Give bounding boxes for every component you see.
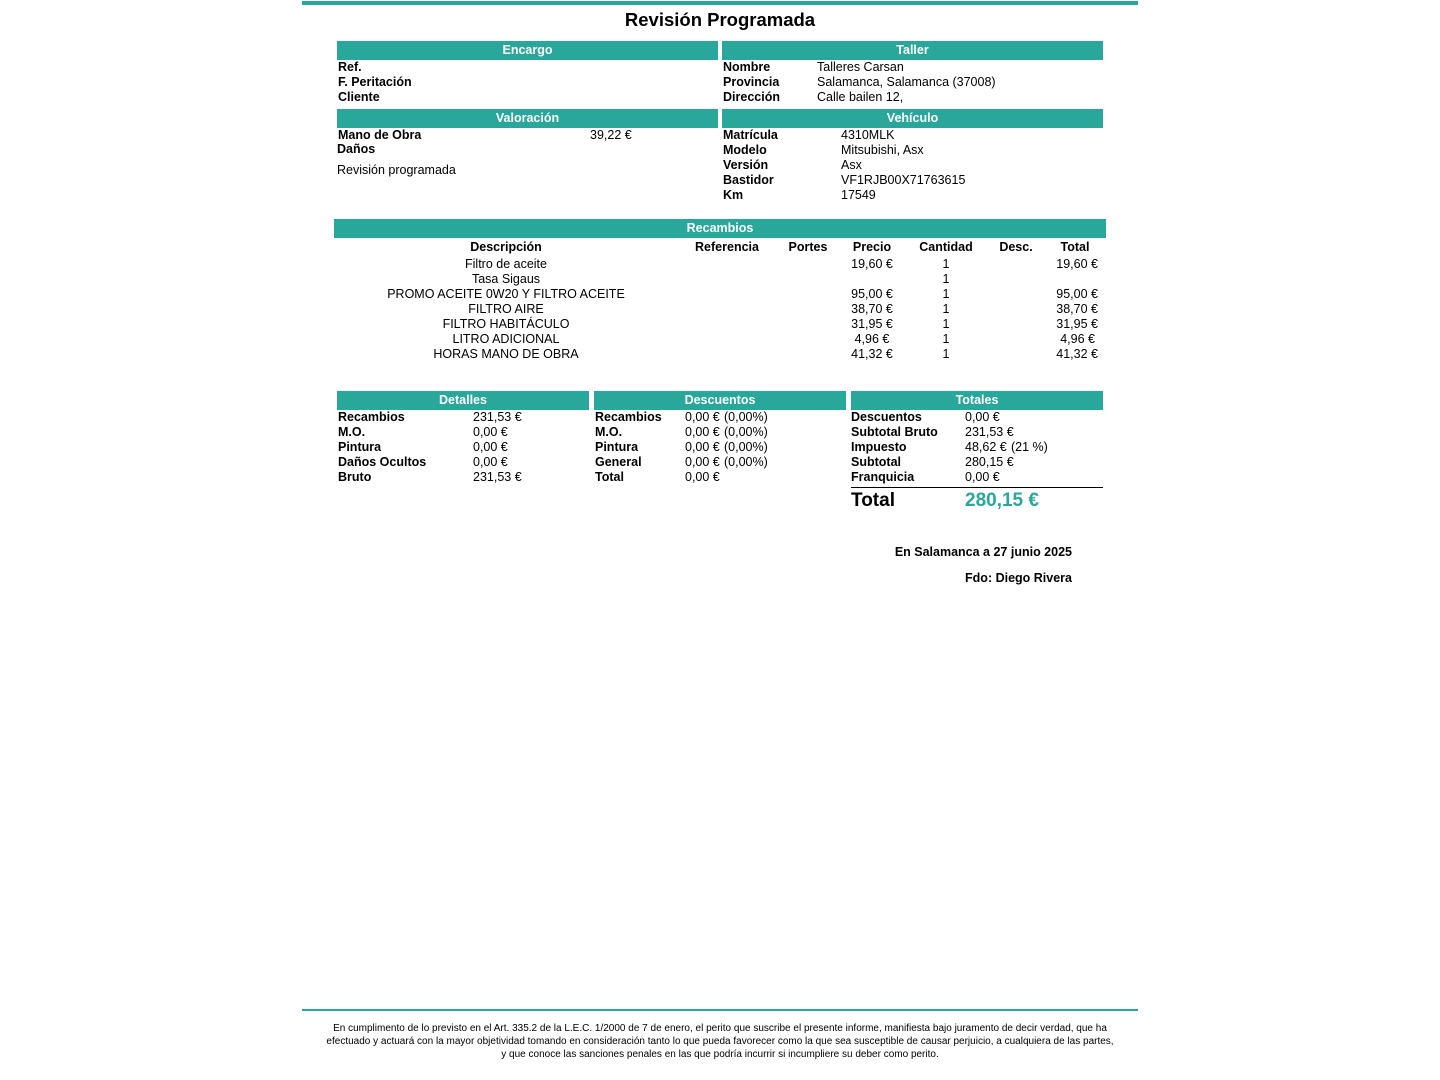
row-cantidad: 1 <box>942 332 950 346</box>
descuentos-pct: (0,00%) <box>724 455 768 469</box>
grand-total-value: 280,15 € <box>965 490 1039 511</box>
col-referencia: Referencia <box>695 240 759 254</box>
detalles-label: Recambios <box>338 410 405 424</box>
detalles-label: Pintura <box>338 440 382 454</box>
descuentos-pct: (0,00%) <box>724 425 768 439</box>
row-descripcion: FILTRO AIRE <box>468 302 544 316</box>
legal-line: y que conoce las sanciones penales en las que podría incurrir si incumpliere su deber como perito. <box>501 1049 939 1060</box>
row-total: 95,00 € <box>1056 287 1098 301</box>
col-desc: Desc. <box>999 240 1033 254</box>
row-total: 38,70 € <box>1056 302 1098 316</box>
descuentos-pct: (0,00%) <box>724 410 768 424</box>
modelo-value: Mitsubishi, Asx <box>841 143 924 157</box>
encargo-header: Encargo <box>337 41 718 60</box>
place-date: En Salamanca a 27 junio 2025 <box>894 545 1072 559</box>
totales-value: 0,00 € <box>965 410 1000 424</box>
descuentos-label: Total <box>595 470 624 484</box>
col-precio: Precio <box>852 240 892 254</box>
detalles-value: 0,00 € <box>473 440 508 454</box>
km-value: 17549 <box>841 188 876 202</box>
version-value: Asx <box>841 158 862 172</box>
row-precio: 95,00 € <box>851 287 893 301</box>
descuentos-value: 0,00 € <box>685 470 720 484</box>
row-total: 31,95 € <box>1056 317 1098 331</box>
totales-label: Subtotal Bruto <box>851 425 938 439</box>
row-descripcion: LITRO ADICIONAL <box>452 332 560 346</box>
totales-value: 0,00 € <box>965 470 1000 484</box>
bastidor-label: Bastidor <box>723 173 774 187</box>
legal-notice <box>302 1022 1138 1061</box>
row-precio: 38,70 € <box>851 302 893 316</box>
nombre-label: Nombre <box>723 60 771 74</box>
row-cantidad: 1 <box>942 257 950 271</box>
col-cantidad: Cantidad <box>919 240 973 254</box>
row-precio: 31,95 € <box>851 317 893 331</box>
valoracion-header: Valoración <box>337 109 718 128</box>
detalles-label: M.O. <box>338 425 366 439</box>
descuentos-value: 0,00 € <box>685 425 720 439</box>
descuentos-value: 0,00 € <box>685 440 720 454</box>
detalles-label: Daños Ocultos <box>338 455 427 469</box>
row-descripcion: Tasa Sigaus <box>471 272 541 286</box>
totales-value: 48,62 € <box>965 440 1007 454</box>
row-precio: 41,32 € <box>851 347 893 361</box>
total-divider <box>851 487 1103 488</box>
bottom-rule <box>302 1009 1138 1011</box>
danos-label: Daños <box>337 142 376 156</box>
top-rule <box>302 1 1138 5</box>
row-cantidad: 1 <box>942 347 950 361</box>
row-total: 4,96 € <box>1060 332 1095 346</box>
descuentos-label: General <box>595 455 642 469</box>
descuentos-pct: (0,00%) <box>724 440 768 454</box>
direccion-label: Dirección <box>723 90 780 104</box>
row-cantidad: 1 <box>942 317 950 331</box>
row-descripcion: FILTRO HABITÁCULO <box>442 317 570 331</box>
detalles-header: Detalles <box>337 391 589 410</box>
descuentos-label: Pintura <box>595 440 639 454</box>
danos-text: Revisión programada <box>337 163 456 177</box>
descuentos-header: Descuentos <box>594 391 846 410</box>
descuentos-value: 0,00 € <box>685 455 720 469</box>
detalles-value: 0,00 € <box>473 425 508 439</box>
provincia-label: Provincia <box>723 75 780 89</box>
totales-label: Subtotal <box>851 455 901 469</box>
col-total: Total <box>1060 240 1090 254</box>
peritacion-label: F. Peritación <box>338 75 412 89</box>
version-label: Versión <box>723 158 769 172</box>
row-precio: 19,60 € <box>851 257 893 271</box>
modelo-label: Modelo <box>723 143 767 157</box>
legal-line: En cumplimento de lo previsto en el Art. 335.2 de la L.E.C. 1/2000 de 7 de enero, el perito que suscribe el presente informe, manifiesta bajo juramento de decir verdad, que ha <box>333 1023 1107 1034</box>
recambios-header: Recambios <box>334 219 1106 238</box>
cliente-label: Cliente <box>338 90 380 104</box>
col-portes: Portes <box>788 240 828 254</box>
row-cantidad: 1 <box>942 272 950 286</box>
row-descripcion: HORAS MANO DE OBRA <box>433 347 579 361</box>
detalles-value: 0,00 € <box>473 455 508 469</box>
totales-value: 231,53 € <box>965 425 1014 439</box>
grand-total-label: Total <box>851 490 895 511</box>
mano-obra-value: 39,22 € <box>590 128 632 142</box>
ref-label: Ref. <box>338 60 362 74</box>
row-precio: 4,96 € <box>854 332 890 346</box>
direccion-value: Calle bailen 12, <box>817 90 904 104</box>
taller-header: Taller <box>722 41 1103 60</box>
totales-label: Descuentos <box>851 410 922 424</box>
detalles-label: Bruto <box>338 470 372 484</box>
row-total: 41,32 € <box>1056 347 1098 361</box>
row-descripcion: Filtro de aceite <box>465 257 547 271</box>
matricula-value: 4310MLK <box>841 128 895 142</box>
totales-extra: (21 %) <box>1011 440 1048 454</box>
provincia-value: Salamanca, Salamanca (37008) <box>817 75 996 89</box>
totales-label: Impuesto <box>851 440 907 454</box>
row-descripcion: PROMO ACEITE 0W20 Y FILTRO ACEITE <box>387 287 625 301</box>
col-descripcion: Descripción <box>470 240 542 254</box>
row-total: 19,60 € <box>1056 257 1098 271</box>
km-label: Km <box>723 188 744 202</box>
page-title: Revisión Programada <box>624 9 816 30</box>
matricula-label: Matrícula <box>723 128 778 142</box>
row-cantidad: 1 <box>942 302 950 316</box>
descuentos-value: 0,00 € <box>685 410 720 424</box>
legal-line: efectuado y actuará con la mayor objetividad tomando en consideración tanto lo que pueda favorecer como la que sea susceptible de causar perjuicio, a cualquiera de las partes, <box>326 1036 1114 1047</box>
detalles-value: 231,53 € <box>473 410 522 424</box>
mano-obra-label: Mano de Obra <box>338 128 422 142</box>
signature: Fdo: Diego Rivera <box>965 571 1072 585</box>
totales-header: Totales <box>851 391 1103 410</box>
descuentos-label: M.O. <box>595 425 623 439</box>
totales-value: 280,15 € <box>965 455 1014 469</box>
totales-label: Franquicia <box>851 470 915 484</box>
nombre-value: Talleres Carsan <box>817 60 904 74</box>
vehiculo-header: Vehículo <box>722 109 1103 128</box>
detalles-value: 231,53 € <box>473 470 522 484</box>
bastidor-value: VF1RJB00X71763615 <box>841 173 966 187</box>
descuentos-label: Recambios <box>595 410 662 424</box>
row-cantidad: 1 <box>942 287 950 301</box>
